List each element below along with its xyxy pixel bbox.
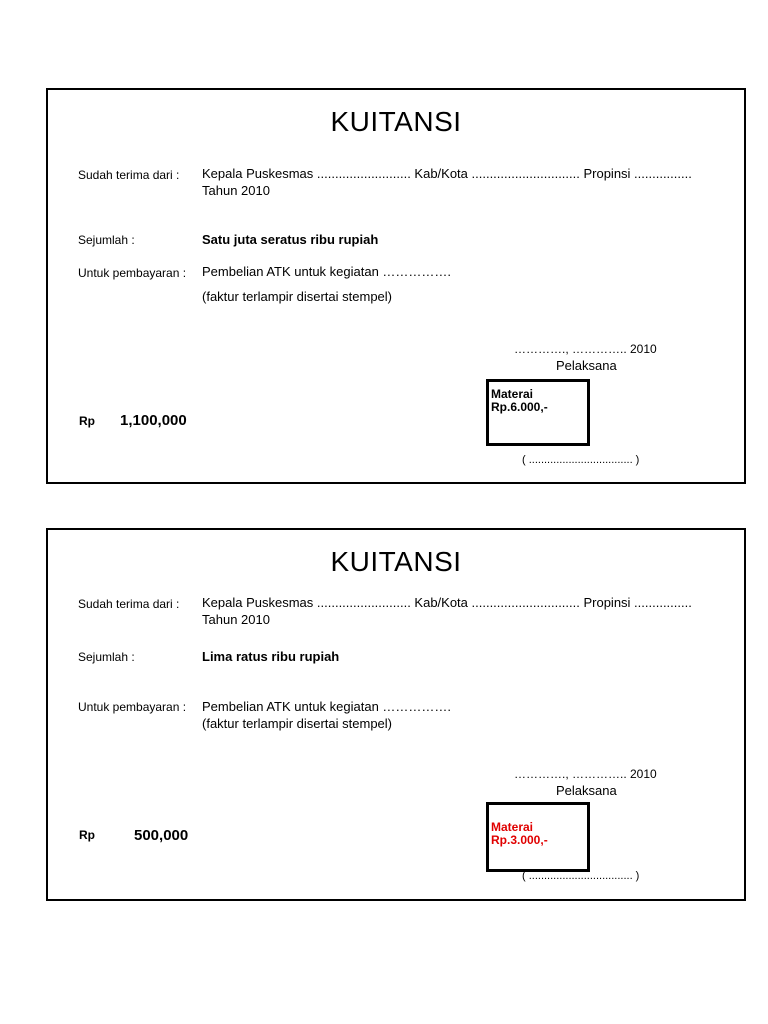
signature-line: ( .................................. ) (522, 870, 640, 882)
amount-label: Sejumlah : (78, 233, 135, 247)
signer-title: Pelaksana (556, 358, 617, 373)
amount-words: Satu juta seratus ribu rupiah (202, 232, 379, 247)
amount-label: Sejumlah : (78, 650, 135, 664)
signer-title: Pelaksana (556, 783, 617, 798)
received-from-line2: Tahun 2010 (202, 612, 270, 627)
payment-line2: (faktur terlampir disertai stempel) (202, 289, 392, 304)
amount-words: Lima ratus ribu rupiah (202, 649, 340, 664)
received-from-line2: Tahun 2010 (202, 183, 270, 198)
received-from-line1: Kepala Puskesmas .......................... Kab/Kota .............................. Propinsi ................ (202, 166, 692, 181)
stamp-box (486, 802, 590, 872)
currency-label: Rp (79, 414, 95, 428)
received-from-line1: Kepala Puskesmas .......................... Kab/Kota .............................. Propinsi ................ (202, 595, 692, 610)
receipt-title: KUITANSI (330, 546, 462, 577)
payment-line1: Pembelian ATK untuk kegiatan ……………. (202, 264, 452, 279)
receipt-title: KUITANSI (330, 106, 462, 137)
received-from-label: Sudah terima dari : (78, 597, 180, 611)
stamp-box (486, 379, 590, 446)
stamp-line1: Materai (491, 387, 534, 401)
receipt-card (46, 528, 746, 901)
receipt-card (46, 88, 746, 484)
received-from-label: Sudah terima dari : (78, 168, 180, 182)
date-line: …………., ………….. 2010 (514, 767, 657, 781)
amount-number: 500,000 (134, 827, 189, 844)
stamp-line2: Rp.6.000,- (491, 400, 548, 414)
signature-line: ( .................................. ) (522, 454, 640, 466)
stamp-line1: Materai (491, 820, 534, 834)
payment-line2: (faktur terlampir disertai stempel) (202, 716, 392, 731)
amount-number: 1,100,000 (120, 412, 187, 429)
currency-label: Rp (79, 828, 95, 842)
payment-label: Untuk pembayaran : (78, 700, 187, 714)
stamp-line2: Rp.3.000,- (491, 833, 548, 847)
payment-label: Untuk pembayaran : (78, 266, 187, 280)
date-line: …………., ………….. 2010 (514, 342, 657, 356)
payment-line1: Pembelian ATK untuk kegiatan ……………. (202, 699, 452, 714)
